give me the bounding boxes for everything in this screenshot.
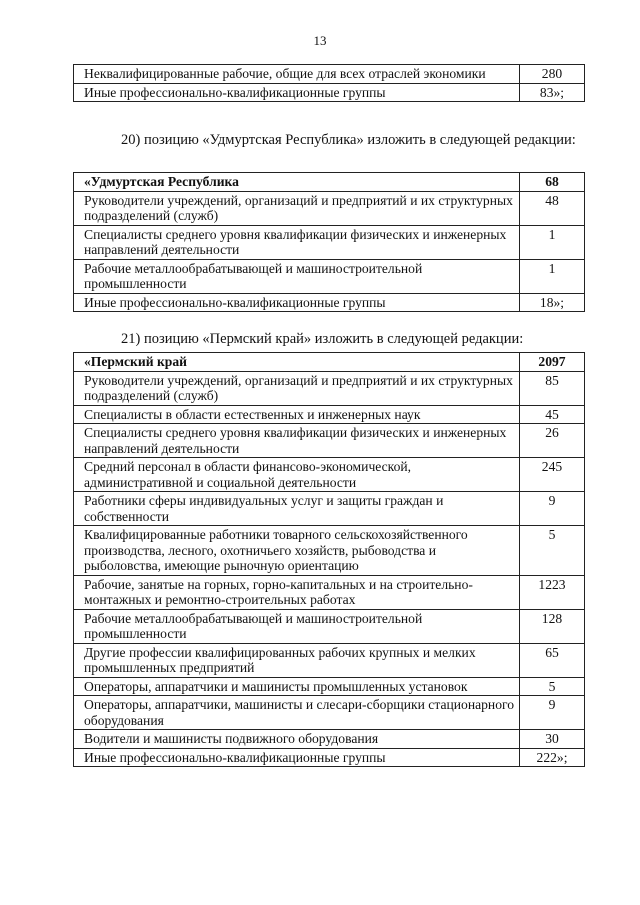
row-label: Квалифицированные работники товарного сельскохозяйственного производства, лесного, охотничьего хозяйств, рыбоводства и рыболовства, имеющие рыночную ориентацию <box>74 526 520 576</box>
row-label: Иные профессионально-квалификационные группы <box>74 748 520 767</box>
table-row <box>74 575 585 609</box>
table-row <box>74 225 585 259</box>
row-value: 9 <box>520 492 585 526</box>
row-label: Водители и машинисты подвижного оборудования <box>74 730 520 749</box>
row-value: 83»; <box>520 83 585 102</box>
row-value: 222»; <box>520 748 585 767</box>
table-row <box>74 293 585 312</box>
table-row <box>74 643 585 677</box>
row-label: Руководители учреждений, организаций и предприятий и их структурных подразделений (служб) <box>74 191 520 225</box>
row-value: 9 <box>520 696 585 730</box>
table-row <box>74 458 585 492</box>
row-label: Операторы, аппаратчики и машинисты промышленных установок <box>74 677 520 696</box>
table-row <box>74 730 585 749</box>
row-value: 1223 <box>520 575 585 609</box>
table-row <box>74 748 585 767</box>
region-name: «Удмуртская Республика <box>74 173 520 192</box>
row-label: Руководители учреждений, организаций и предприятий и их структурных подразделений (служб) <box>74 371 520 405</box>
row-value: 48 <box>520 191 585 225</box>
table-udmurt-republic <box>73 172 585 312</box>
row-value: 245 <box>520 458 585 492</box>
row-value: 18»; <box>520 293 585 312</box>
row-label: Рабочие металлообрабатывающей и машиностроительной промышленности <box>74 609 520 643</box>
row-value: 65 <box>520 643 585 677</box>
region-total: 68 <box>520 173 585 192</box>
row-value: 5 <box>520 526 585 576</box>
row-value: 280 <box>520 65 585 84</box>
section-21-intro-text: 21) позицию «Пермский край» изложить в следующей редакции: <box>121 331 524 347</box>
table-row <box>74 677 585 696</box>
row-value: 30 <box>520 730 585 749</box>
section-21-intro <box>73 331 585 347</box>
table-row <box>74 83 585 102</box>
row-value: 1 <box>520 225 585 259</box>
row-label: Неквалифицированные рабочие, общие для всех отраслей экономики <box>74 65 520 84</box>
row-value: 45 <box>520 405 585 424</box>
table-row <box>74 405 585 424</box>
row-value: 26 <box>520 424 585 458</box>
page-number: 13 <box>313 33 327 48</box>
row-label: Специалисты среднего уровня квалификации физических и инженерных направлений деятельности <box>74 424 520 458</box>
row-label: Операторы, аппаратчики, машинисты и слесари-сборщики стационарного оборудования <box>74 696 520 730</box>
row-label: Работники сферы индивидуальных услуг и защиты граждан и собственности <box>74 492 520 526</box>
table-row <box>74 696 585 730</box>
table-row <box>74 492 585 526</box>
row-label: Другие профессии квалифицированных рабочих крупных и мелких промышленных предприятий <box>74 643 520 677</box>
row-value: 5 <box>520 677 585 696</box>
table-row <box>74 526 585 576</box>
row-label: Средний персонал в области финансово-экономической, административной и социальной деятельности <box>74 458 520 492</box>
row-label: Иные профессионально-квалификационные группы <box>74 293 520 312</box>
row-value: 85 <box>520 371 585 405</box>
table-perm-krai <box>73 352 585 767</box>
table-header-row <box>74 353 585 372</box>
row-label: Специалисты в области естественных и инженерных наук <box>74 405 520 424</box>
table-header-row <box>74 173 585 192</box>
region-name: «Пермский край <box>74 353 520 372</box>
region-total: 2097 <box>520 353 585 372</box>
row-value: 128 <box>520 609 585 643</box>
row-label: Специалисты среднего уровня квалификации физических и инженерных направлений деятельности <box>74 225 520 259</box>
row-value: 1 <box>520 259 585 293</box>
table-row <box>74 191 585 225</box>
table-previous-continuation <box>73 64 585 102</box>
table-row <box>74 65 585 84</box>
section-20-intro <box>73 132 585 148</box>
table-row <box>74 609 585 643</box>
row-label: Иные профессионально-квалификационные группы <box>74 83 520 102</box>
row-label: Рабочие металлообрабатывающей и машиностроительной промышленности <box>74 259 520 293</box>
table-row <box>74 424 585 458</box>
table-row <box>74 259 585 293</box>
row-label: Рабочие, занятые на горных, горно-капитальных и на строительно-монтажных и ремонтно-строительных работах <box>74 575 520 609</box>
table-row <box>74 371 585 405</box>
section-20-intro-text: 20) позицию «Удмуртская Республика» изложить в следующей редакции: <box>121 132 576 148</box>
